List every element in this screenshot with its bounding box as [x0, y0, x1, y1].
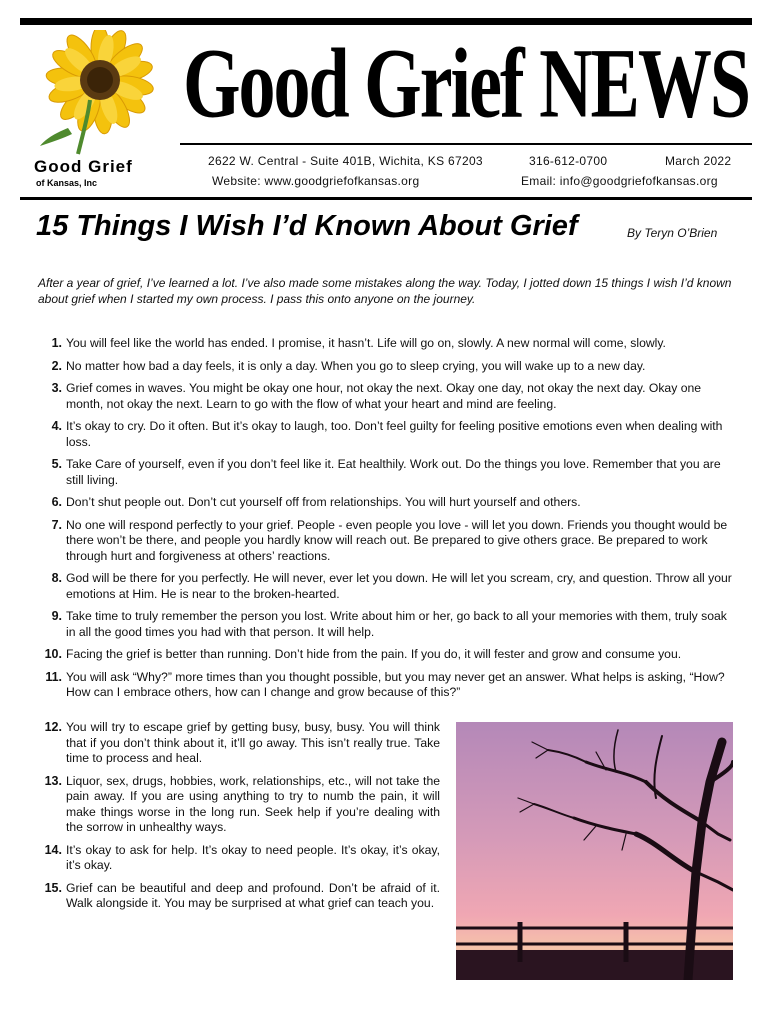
sunflower-logo [28, 30, 158, 156]
list-item [38, 571, 738, 602]
list-item-number: 12. [44, 720, 62, 734]
newsletter-title: Good Grief NEWS [182, 28, 750, 140]
list-item [38, 518, 738, 565]
list-item-number: 13. [44, 773, 62, 788]
list-item-text: Take time to truly remember the person you lost. Write about him or her, go back to all your memories with them, truly soak in all the good times you had with that person. It will help. [66, 609, 727, 639]
list-item-text: Don’t shut people out. Don’t cut yourself off from relationships. You will hurt yourself and others. [66, 495, 581, 509]
list-item [38, 419, 738, 450]
list-item-text: Take Care of yourself, even if you don’t feel like it. Eat healthily. Work out. Do the things you love. Remember that you are still living. [66, 457, 721, 487]
list-item-text: Grief can be beautiful and deep and profound. Don’t be afraid of it. Walk alongside it. You may be surprised at what grief can teach you. [66, 880, 440, 910]
address: 2622 W. Central - Suite 401B, Wichita, KS 67203 [208, 154, 483, 168]
list-item [38, 336, 738, 352]
list-item [38, 720, 440, 767]
list-item-number: 5. [51, 457, 62, 471]
list-item-number: 8. [51, 571, 62, 585]
list-item-number: 15. [44, 880, 62, 895]
list-item-text: Liquor, sex, drugs, hobbies, work, relationships, etc., will not take the pain away. If you are using anything to try to numb the pain, it will make things worse in the long run. Seek help if you’re dealing with the sorrow in unhealthy ways. [66, 773, 440, 834]
org-subtitle: of Kansas, Inc [36, 178, 98, 188]
list-item-number: 1. [51, 336, 62, 350]
list-item [38, 609, 738, 640]
list-item-number: 4. [51, 419, 62, 433]
list-item-text: God will be there for you perfectly. He will never, ever let you down. He will let you scream, cry, and question. Throw all your emotions at Him. He is near to the broken-hearted. [66, 571, 732, 601]
website: Website: www.goodgriefofkansas.org [212, 174, 420, 188]
list-item [38, 457, 738, 488]
list-item [38, 359, 738, 375]
list-item-number: 9. [51, 609, 62, 623]
list-item [38, 881, 440, 912]
article-byline: By Teryn O’Brien [627, 226, 718, 240]
list-item-number: 11. [45, 669, 62, 684]
tips-list [38, 336, 738, 708]
list-item-text: You will try to escape grief by getting busy, busy, busy. You will think that if you don’t think about it, it’ll go away. This isn’t really true. Take time to process and heal. [66, 720, 440, 765]
list-item-text: No matter how bad a day feels, it is only a day. When you go to sleep crying, you will wake up to a new day. [66, 358, 646, 373]
email: Email: info@goodgriefofkansas.org [521, 174, 718, 188]
sunflower-leaf [40, 128, 72, 146]
issue-date: March 2022 [665, 154, 732, 168]
list-item [38, 381, 738, 412]
tips-list-continued [38, 720, 440, 919]
list-item [38, 670, 738, 701]
list-item-text: Facing the grief is better than running. Don’t hide from the pain. If you do, it will fester and grow and consume you. [66, 647, 682, 661]
list-item-number: 10. [44, 647, 62, 661]
article-headline: 15 Things I Wish I’d Known About Grief [36, 210, 578, 242]
list-item-text: It’s okay to cry. Do it often. But it’s okay to laugh, too. Don’t feel guilty for feeling positive emotions even when dealing with loss. [66, 419, 723, 449]
list-item-number: 3. [51, 381, 62, 395]
tree-sunset-photo [456, 722, 733, 980]
header-rule [20, 197, 752, 200]
list-item-text: It’s okay to ask for help. It’s okay to need people. It’s okay, it’s okay, it’s okay. [66, 842, 440, 872]
masthead-rule [180, 143, 752, 145]
list-item [38, 495, 738, 511]
list-item-text: No one will respond perfectly to your grief. People - even people you love - will let you down. Friends you thought would be there won’t be there, and people you hardly know will reach out. Be prepared to give others grace. Be prepared to work through hurt and forgiveness at others’ reactions. [66, 517, 728, 563]
org-name: Good Grief [34, 157, 133, 176]
list-item [38, 774, 440, 836]
list-item-number: 6. [51, 495, 62, 509]
list-item-text: You will ask “Why?” more times than you thought possible, but you may never get an answer. What helps is asking, “How? How can I embrace others, how can I change and grow because of this?” [66, 669, 725, 699]
list-item-number: 14. [44, 842, 62, 857]
article-intro: After a year of grief, I’ve learned a lot. I’ve also made some mistakes along the way. Today, I jotted down 15 things I wish I’d known about grief when I started my own process. I pass this onto anyone on the journey. [38, 276, 732, 306]
list-item-number: 7. [51, 517, 62, 532]
top-rule [20, 18, 752, 25]
list-item [38, 843, 440, 874]
list-item-number: 2. [51, 358, 62, 373]
list-item [38, 647, 738, 663]
list-item-text: Grief comes in waves. You might be okay one hour, not okay the next. Okay one day, not okay the next day. Okay one month, not okay the next. Learn to go with the flow of what your heart and mind are feeling. [66, 381, 702, 411]
list-item-text: You will feel like the world has ended. I promise, it hasn’t. Life will go on, slowly. A new normal will come, slowly. [66, 336, 666, 350]
phone: 316-612-0700 [529, 154, 608, 168]
